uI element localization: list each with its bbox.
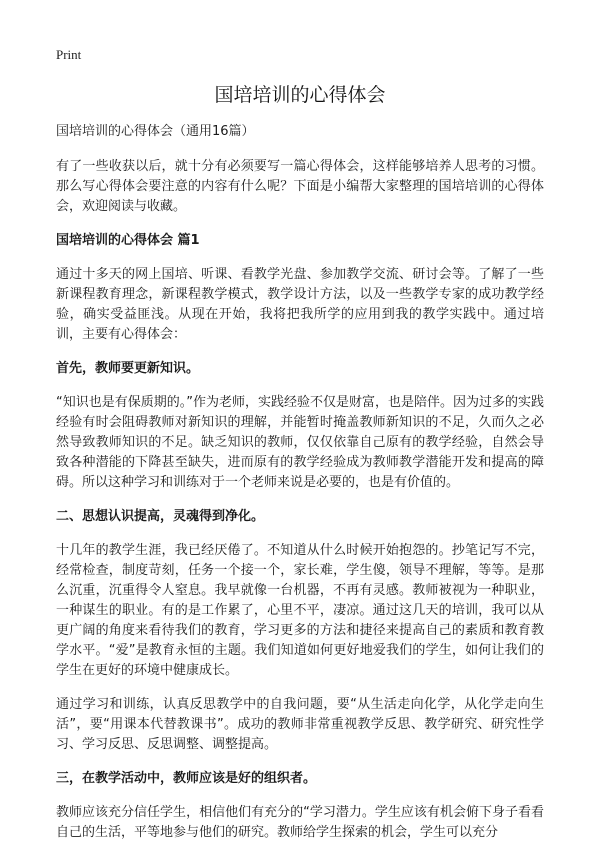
paragraph-1: 通过十多天的网上国培、听课、看教学光盘、参加教学交流、研讨会等。了解了一些新课程教育理念，新课程教学模式，教学设计方法，以及一些教学专家的成功教学经验，确实受益匪浅。从现在开始，我将把我所学的应用到我的教学实践中。通过培训，主要有心得体会：: [56, 267, 544, 342]
paragraph-3: 十几年的教学生涯，我已经厌倦了。不知道从什么时候开始抱怨的。抄笔记写不完，经常检查，制度苛刻，任务一个接一个，家长难，学生傻，领导不理解，等等。是那么沉重，沉重得令人窒息。我早就像一台机器，不再有灵感。教师被视为一种职业，一种谋生的职业。有的是工作累了，心里不平，凄凉。通过这几天的培训，我可以从更广阔的角度来看待我们的教育，学习更多的方法和捷径来提高自己的素质和教育教学水平。“爱”是教育永恒的主题。我们知道如何更好地爱我们的学生，如何让我们的学生在更好的环境中健康成长。: [56, 543, 544, 678]
paragraph-2: “知识也是有保质期的。”作为老师，实践经验不仅是财富，也是陪伴。因为过多的实践经验有时会阻碍教师对新知识的理解，并能暂时掩盖教师新知识的不足，久而久之必然导致教师知识的不足。缺乏知识的教师，仅仅依靠自己原有的教学经验，自然会导致各种潜能的下降甚至缺失，进而原有的教学经验成为教师教学潜能开发和提高的障碍。所以这种学习和训练对于一个老师来说是必要的，也是有价值的。: [56, 395, 544, 490]
print-link[interactable]: Print: [56, 47, 82, 62]
section-title: 国培培训的心得体会 篇1: [56, 233, 200, 248]
article-subtitle: 国培培训的心得体会（通用16篇）: [56, 124, 255, 139]
intro-paragraph: 有了一些收获以后，就十分有必须要写一篇心得体会，这样能够培养人思考的习惯。那么写心得体会要注意的内容有什么呢？下面是小编帮大家整理的国培培训的心得体会，欢迎阅读与收藏。: [56, 159, 544, 214]
paragraph-4: 通过学习和训练，认真反思教学中的自我问题，要“从生活走向化学，从化学走向生活”，要“用课本代替教课书”。成功的教师非常重视教学反思、教学研究、研究性学习、学习反思、反思调整、调整提高。: [56, 697, 544, 752]
paragraph-5: 教师应该充分信任学生，相信他们有充分的“学习潜力。学生应该有机会俯下身子看看自己的生活，平等地参与他们的研究。教师给学生探索的机会，学生可以充分: [56, 805, 544, 840]
heading-1: 首先，教师要更新知识。: [56, 361, 200, 376]
page-title: 国培培训的心得体会: [214, 84, 386, 106]
heading-3: 三，在教学活动中，教师应该是好的组织者。: [56, 771, 317, 786]
article-body: [56, 122, 544, 857]
heading-2: 二、思想认识提高，灵魂得到净化。: [56, 509, 265, 524]
